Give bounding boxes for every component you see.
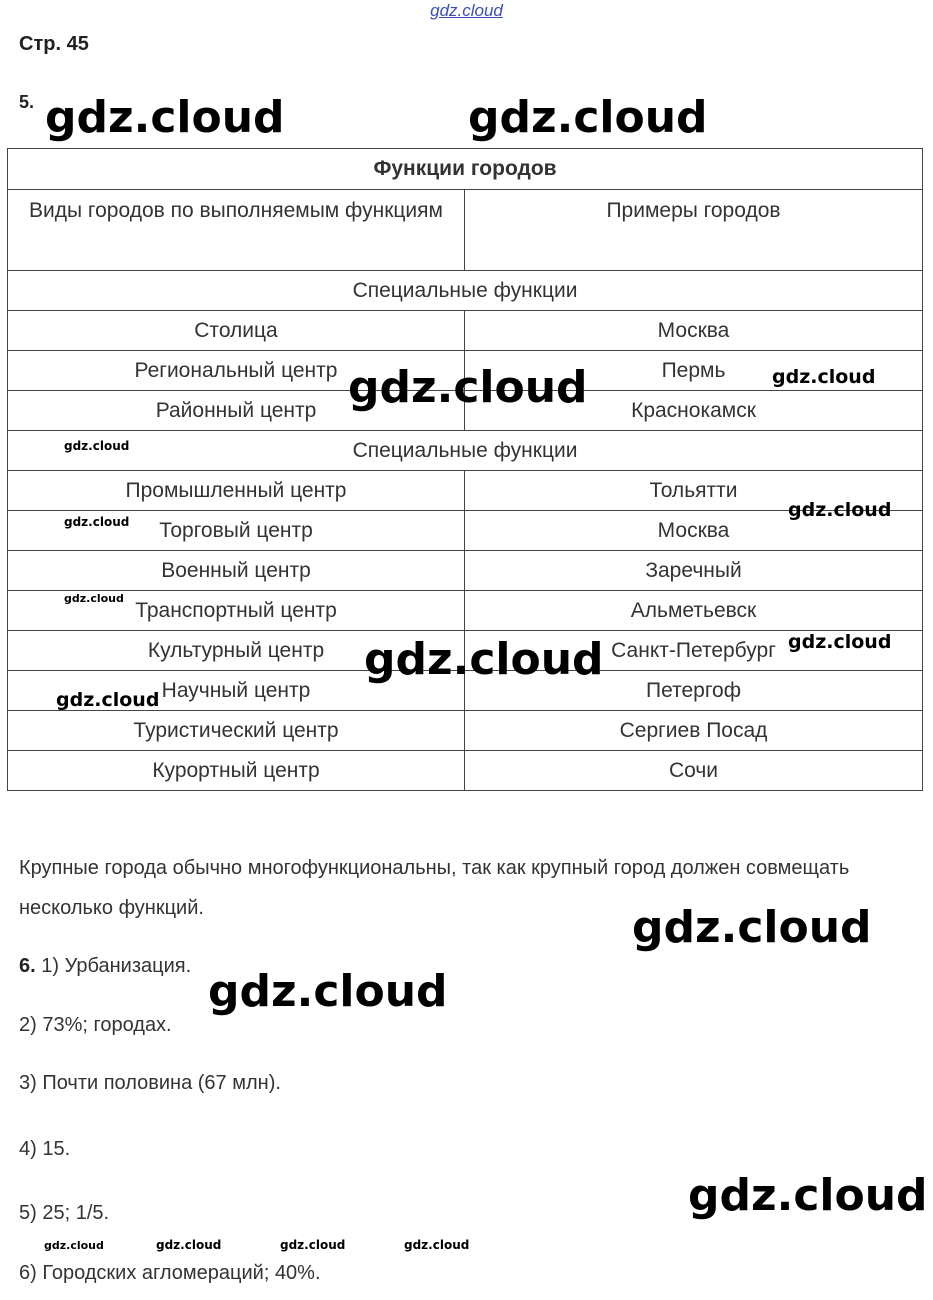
task-6-answer-3: 3) Почти половина (67 млн). <box>19 1072 281 1094</box>
task-6-answer-2: 2) 73%; городах. <box>19 1014 172 1036</box>
watermark: gdz.cloud <box>156 1238 222 1252</box>
column-header-types: Виды городов по выполняемым функциям <box>8 190 465 271</box>
city-type: Районный центр <box>8 391 465 431</box>
page-number: Стр. 45 <box>19 33 89 55</box>
table-row <box>8 311 923 351</box>
watermark: gdz.cloud <box>44 1239 104 1252</box>
watermark: gdz.cloud <box>64 592 124 605</box>
city-example: Москва <box>465 311 923 351</box>
table-row <box>8 511 923 551</box>
section-label: Специальные функции <box>8 271 923 311</box>
city-example: Санкт-Петербург <box>465 631 923 671</box>
section-row <box>8 271 923 311</box>
section-row <box>8 431 923 471</box>
city-example: Петергоф <box>465 671 923 711</box>
watermark: gdz.cloud <box>788 499 892 521</box>
city-type: Промышленный центр <box>8 471 465 511</box>
watermark: gdz.cloud <box>56 689 160 711</box>
watermark: gdz.cloud <box>468 92 708 143</box>
watermark: gdz.cloud <box>348 362 588 413</box>
watermark: gdz.cloud <box>64 439 130 453</box>
table-title: Функции городов <box>8 149 923 190</box>
city-example: Пермь <box>465 351 923 391</box>
city-type: Столица <box>8 311 465 351</box>
watermark: gdz.cloud <box>632 902 872 953</box>
watermark: gdz.cloud <box>404 1238 470 1252</box>
city-type: Торговый центр <box>8 511 465 551</box>
watermark: gdz.cloud <box>64 515 130 529</box>
task-6-answer-4: 4) 15. <box>19 1138 71 1160</box>
top-watermark-link[interactable]: gdz.cloud <box>430 1 503 20</box>
task-6-answer-1 <box>19 946 191 986</box>
city-example: Заречный <box>465 551 923 591</box>
watermark: gdz.cloud <box>364 634 604 685</box>
task-6-number: 6. <box>19 955 36 977</box>
task-6-answer-6: 6) Городских агломераций; 40%. <box>19 1262 321 1284</box>
table-row <box>8 551 923 591</box>
table-row <box>8 751 923 791</box>
section-label: Специальные функции <box>8 431 923 471</box>
city-example: Москва <box>465 511 923 551</box>
table-title-row <box>8 149 923 190</box>
city-type: Региональный центр <box>8 351 465 391</box>
city-type: Транспортный центр <box>8 591 465 631</box>
city-example: Тольятти <box>465 471 923 511</box>
table-row <box>8 711 923 751</box>
city-example: Сергиев Посад <box>465 711 923 751</box>
task-5-number: 5. <box>19 92 35 112</box>
city-type: Курортный центр <box>8 751 465 791</box>
city-example: Сочи <box>465 751 923 791</box>
watermark: gdz.cloud <box>788 631 892 653</box>
city-example: Альметьевск <box>465 591 923 631</box>
watermark: gdz.cloud <box>280 1238 346 1252</box>
task-5-conclusion: Крупные города обычно многофункциональны, так как крупный город должен совмещать несколько функций. <box>19 857 850 919</box>
watermark: gdz.cloud <box>772 366 876 388</box>
city-type: Культурный центр <box>8 631 465 671</box>
column-header-examples: Примеры городов <box>465 190 923 271</box>
city-example: Краснокамск <box>465 391 923 431</box>
city-type: Научный центр <box>8 671 465 711</box>
table-header-row <box>8 190 923 271</box>
watermark: gdz.cloud <box>45 92 285 143</box>
city-type: Туристический центр <box>8 711 465 751</box>
watermark: gdz.cloud <box>688 1170 928 1221</box>
table-row <box>8 471 923 511</box>
watermark: gdz.cloud <box>208 966 448 1017</box>
answer-text: 1) Урбанизация. <box>41 955 192 977</box>
city-type: Военный центр <box>8 551 465 591</box>
task-6-answer-5: 5) 25; 1/5. <box>19 1202 110 1224</box>
table-row <box>8 591 923 631</box>
